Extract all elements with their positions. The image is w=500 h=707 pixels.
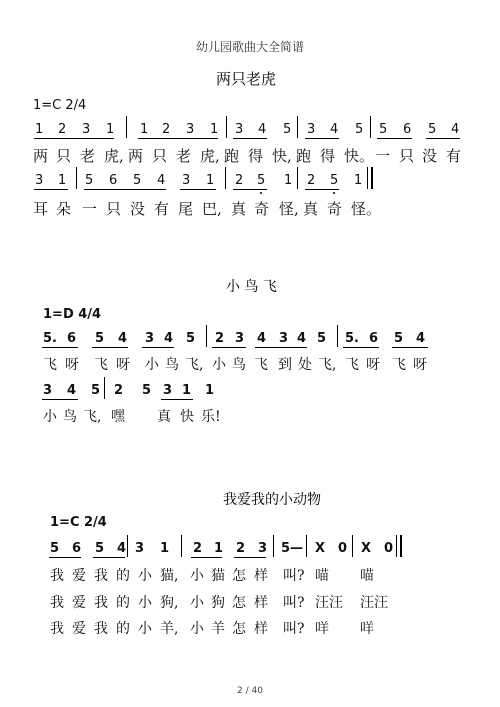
note: 5 bbox=[257, 173, 266, 188]
note: 0 bbox=[384, 541, 394, 556]
lyric-char: 我 bbox=[50, 595, 64, 611]
bar-line bbox=[126, 116, 127, 138]
note: 3 bbox=[35, 173, 44, 188]
lyric-char: 到 bbox=[278, 357, 292, 373]
note: 5 bbox=[85, 173, 94, 188]
beam-underline bbox=[34, 189, 68, 190]
lyric-char: 没 bbox=[130, 200, 146, 218]
note: 4 bbox=[451, 122, 460, 137]
beam-underline bbox=[142, 347, 174, 348]
note: X bbox=[315, 541, 326, 556]
lyric-char: 叫? bbox=[283, 595, 305, 611]
lyric-char: 飞 bbox=[43, 357, 57, 373]
lyric-char: 飞, bbox=[318, 357, 337, 373]
note: 1 bbox=[205, 383, 215, 398]
lyric-char: 嘿 bbox=[111, 409, 125, 425]
note: 4 bbox=[257, 331, 267, 346]
lyric-char: 飞 bbox=[345, 357, 359, 373]
lyric-char: 一 bbox=[375, 147, 391, 165]
beam-underline bbox=[255, 347, 307, 348]
beam-underline bbox=[138, 138, 218, 139]
note: 5 bbox=[379, 122, 388, 137]
lyric-char: 鸟 bbox=[165, 357, 179, 373]
note: 6 bbox=[72, 541, 82, 556]
bar-line bbox=[226, 116, 227, 138]
bar-line bbox=[306, 535, 307, 557]
note: 5 bbox=[355, 122, 364, 137]
note: 6 bbox=[109, 173, 118, 188]
lyric-char: 两 bbox=[33, 147, 49, 165]
lyric-char: 小 bbox=[190, 621, 204, 637]
note: 1 bbox=[206, 173, 215, 188]
song-title-2: 小 鸟 飞 bbox=[226, 279, 277, 295]
lyric-char: 朵 bbox=[56, 200, 72, 218]
lyric-char: 乐! bbox=[201, 409, 221, 425]
final-bar-line bbox=[371, 167, 373, 189]
lyric-char: 我 bbox=[50, 621, 64, 637]
lyric-char: 怎 bbox=[232, 621, 246, 637]
lyric-char: 怎 bbox=[232, 568, 246, 584]
lyric-char: 飞 bbox=[254, 357, 268, 373]
note: X bbox=[361, 541, 372, 556]
note: 4 bbox=[157, 173, 166, 188]
lyric-char: 狗, bbox=[160, 595, 179, 611]
note: 2 bbox=[114, 383, 124, 398]
lyric-char: 我 bbox=[94, 568, 108, 584]
lyric-char: 的 bbox=[116, 568, 130, 584]
lyric-char: 得 bbox=[248, 147, 264, 165]
lyric-char: 我 bbox=[94, 621, 108, 637]
lyric-char: 只 bbox=[56, 147, 72, 165]
lyric-char: 尾 bbox=[178, 200, 194, 218]
lyric-char: 老 bbox=[80, 147, 96, 165]
lyric-char: 奇 bbox=[327, 200, 343, 218]
note: 5 bbox=[317, 331, 327, 346]
note: 1 bbox=[160, 541, 170, 556]
song-title-1: 两只老虎 bbox=[216, 70, 277, 88]
lower-octave-dot bbox=[260, 192, 262, 194]
document-header: 幼儿园歌曲大全简谱 bbox=[195, 40, 304, 54]
beam-underline bbox=[234, 557, 266, 558]
bar-line bbox=[297, 167, 298, 189]
lyric-char: 羊 bbox=[211, 621, 225, 637]
lyric-char: 叫? bbox=[283, 568, 305, 584]
beam-underline bbox=[180, 189, 216, 190]
song-title-3: 我爱我的小动物 bbox=[223, 492, 321, 508]
lyric-char: 有 bbox=[446, 147, 462, 165]
note: 4 bbox=[67, 383, 77, 398]
song-key-2: 1=D 4/4 bbox=[43, 307, 102, 322]
lyric-char: 我 bbox=[94, 595, 108, 611]
note: 6 bbox=[403, 122, 412, 137]
lyric-char: 老 bbox=[176, 147, 192, 165]
lyric-char: 的 bbox=[116, 595, 130, 611]
lyric-char: 呀 bbox=[116, 357, 130, 373]
note: 2 bbox=[58, 122, 67, 137]
lyric-char: 怪。 bbox=[351, 200, 382, 218]
lyric-char: 爱 bbox=[72, 595, 86, 611]
lyric-char: 的 bbox=[116, 621, 130, 637]
lyric-char: 处 bbox=[298, 357, 312, 373]
lyric-char: 耳 bbox=[33, 200, 49, 218]
lyric-char: 鸟 bbox=[232, 357, 246, 373]
note: 1 bbox=[140, 122, 149, 137]
lyric-char: 爱 bbox=[72, 621, 86, 637]
lyric-char: 样 bbox=[254, 621, 268, 637]
note: 5 bbox=[283, 122, 292, 137]
note: 2 bbox=[307, 173, 316, 188]
note: 1 bbox=[284, 173, 293, 188]
note: 5 bbox=[95, 541, 105, 556]
lyric-char: 呀 bbox=[65, 357, 79, 373]
lyric-char: 咩 bbox=[360, 621, 374, 637]
song-key-3: 1=C 2/4 bbox=[50, 515, 107, 530]
lyric-char: 有 bbox=[154, 200, 170, 218]
note: 5— bbox=[281, 541, 304, 556]
beam-underline bbox=[343, 347, 379, 348]
note: 1 bbox=[106, 122, 115, 137]
lyric-char: 飞, bbox=[185, 357, 204, 373]
note: 1 bbox=[354, 173, 363, 188]
lyric-char: 叫? bbox=[283, 621, 305, 637]
beam-underline bbox=[34, 138, 114, 139]
lyric-char: 快 bbox=[180, 409, 194, 425]
beam-underline bbox=[42, 399, 78, 400]
note: 4 bbox=[258, 122, 267, 137]
note: 4 bbox=[297, 331, 307, 346]
lyric-char: 小 bbox=[138, 568, 152, 584]
lyric-char: 小 bbox=[43, 409, 57, 425]
lyric-char: 只 bbox=[152, 147, 168, 165]
note: 5 bbox=[142, 383, 152, 398]
beam-underline bbox=[42, 347, 78, 348]
lyric-char: 怎 bbox=[232, 595, 246, 611]
beam-underline bbox=[377, 138, 412, 139]
note: 3 bbox=[182, 173, 191, 188]
lyric-char: 奇 bbox=[254, 200, 270, 218]
note: 3 bbox=[235, 122, 244, 137]
bar-line bbox=[352, 535, 353, 557]
bar-line bbox=[337, 325, 338, 347]
note: 5 bbox=[50, 541, 60, 556]
note: 5 bbox=[394, 331, 404, 346]
lyric-char: 样 bbox=[254, 568, 268, 584]
note: 5. bbox=[43, 331, 57, 346]
lyric-char: 羊, bbox=[160, 621, 179, 637]
note: 5 bbox=[91, 383, 101, 398]
lyric-char: 虎, bbox=[200, 147, 220, 165]
lyric-char: 喵 bbox=[315, 568, 329, 584]
note: 4 bbox=[330, 122, 339, 137]
lyric-char: 咩 bbox=[315, 621, 329, 637]
note: 2 bbox=[236, 541, 246, 556]
lyric-char: 狗 bbox=[211, 595, 225, 611]
lyric-char: 小 bbox=[190, 568, 204, 584]
beam-underline bbox=[392, 347, 428, 348]
lyric-char: 真 bbox=[157, 409, 171, 425]
lyric-char: 真 bbox=[303, 200, 319, 218]
bar-line bbox=[273, 535, 274, 557]
note: 2 bbox=[215, 331, 225, 346]
note: 3 bbox=[135, 541, 145, 556]
beam-underline bbox=[212, 347, 246, 348]
lyric-char: 爱 bbox=[72, 568, 86, 584]
final-bar-line bbox=[400, 535, 402, 557]
note: 4 bbox=[118, 331, 128, 346]
lyric-char: 只 bbox=[399, 147, 415, 165]
beam-underline bbox=[49, 557, 81, 558]
lyric-char: 样 bbox=[254, 595, 268, 611]
bar-line bbox=[225, 167, 226, 189]
note: 5 bbox=[133, 173, 142, 188]
lyric-char: 两 bbox=[128, 147, 144, 165]
lyric-char: 小 bbox=[138, 595, 152, 611]
lyric-char: 喵 bbox=[360, 568, 374, 584]
note: 6 bbox=[369, 331, 379, 346]
page-number: 2 / 40 bbox=[237, 686, 263, 696]
note: 1 bbox=[210, 122, 219, 137]
bar-line bbox=[370, 116, 371, 138]
note: 1 bbox=[58, 173, 67, 188]
lyric-char: 汪汪 bbox=[360, 595, 388, 611]
lyric-char: 跑 bbox=[296, 147, 312, 165]
lyric-char: 快。 bbox=[344, 147, 375, 165]
lyric-char: 怪, bbox=[279, 200, 299, 218]
note: 1 bbox=[35, 122, 44, 137]
note: 5 bbox=[186, 331, 196, 346]
lower-octave-dot bbox=[333, 192, 335, 194]
note: 3 bbox=[307, 122, 316, 137]
lyric-char: 小 bbox=[145, 357, 159, 373]
bar-line bbox=[396, 535, 397, 557]
bar-line bbox=[181, 535, 182, 557]
note: 3 bbox=[43, 383, 53, 398]
note: 4 bbox=[164, 331, 174, 346]
lyric-char: 飞 bbox=[392, 357, 406, 373]
beam-underline bbox=[233, 138, 267, 139]
note: 5 bbox=[330, 173, 339, 188]
beam-underline bbox=[161, 399, 193, 400]
beam-underline bbox=[426, 138, 460, 139]
note: 3 bbox=[82, 122, 91, 137]
beam-underline bbox=[92, 347, 128, 348]
lyric-char: 飞 bbox=[94, 357, 108, 373]
lyric-char: 鸟 bbox=[63, 409, 77, 425]
lyric-char: 小 bbox=[138, 621, 152, 637]
lyric-char: 虎, bbox=[104, 147, 124, 165]
beam-underline bbox=[233, 189, 267, 190]
lyric-char: 猫 bbox=[211, 568, 225, 584]
beam-underline bbox=[191, 557, 222, 558]
note: 1 bbox=[182, 383, 192, 398]
lyric-char: 只 bbox=[106, 200, 122, 218]
lyric-char: 小 bbox=[190, 595, 204, 611]
note: 0 bbox=[338, 541, 348, 556]
note: 3 bbox=[186, 122, 195, 137]
lyric-char: 呀 bbox=[413, 357, 427, 373]
lyric-char: 汪汪 bbox=[315, 595, 343, 611]
lyric-char: 跑 bbox=[224, 147, 240, 165]
note: 2 bbox=[162, 122, 171, 137]
note: 6 bbox=[67, 331, 77, 346]
note: 3 bbox=[145, 331, 155, 346]
lyric-char: 我 bbox=[50, 568, 64, 584]
lyric-char: 小 bbox=[212, 357, 226, 373]
song-key-1: 1=C 2/4 bbox=[33, 98, 87, 113]
lyric-char: 巴, bbox=[202, 200, 222, 218]
lyric-char: 呀 bbox=[366, 357, 380, 373]
lyric-char: 没 bbox=[422, 147, 438, 165]
bar-line bbox=[297, 116, 298, 138]
note: 5 bbox=[428, 122, 437, 137]
lyric-char: 猫, bbox=[160, 568, 179, 584]
note: 1 bbox=[214, 541, 224, 556]
beam-underline bbox=[93, 557, 125, 558]
lyric-char: 快, bbox=[272, 147, 292, 165]
note: 5. bbox=[345, 331, 359, 346]
note: 3 bbox=[279, 331, 289, 346]
note: 2 bbox=[235, 173, 244, 188]
bar-line bbox=[367, 167, 368, 189]
bar-line bbox=[127, 535, 128, 557]
bar-line bbox=[206, 325, 207, 347]
lyric-char: 一 bbox=[82, 200, 98, 218]
note: 4 bbox=[416, 331, 426, 346]
lyric-char: 飞, bbox=[83, 409, 102, 425]
note: 3 bbox=[235, 331, 245, 346]
note: 5 bbox=[95, 331, 105, 346]
beam-underline bbox=[305, 189, 339, 190]
note: 2 bbox=[193, 541, 203, 556]
beam-underline bbox=[305, 138, 339, 139]
lyric-char: 真 bbox=[231, 200, 247, 218]
bar-line bbox=[76, 167, 77, 189]
note: 3 bbox=[163, 383, 173, 398]
note: 4 bbox=[117, 541, 127, 556]
lyric-char: 得 bbox=[320, 147, 336, 165]
note: 3 bbox=[258, 541, 268, 556]
beam-underline bbox=[84, 189, 166, 190]
bar-line bbox=[104, 377, 105, 399]
